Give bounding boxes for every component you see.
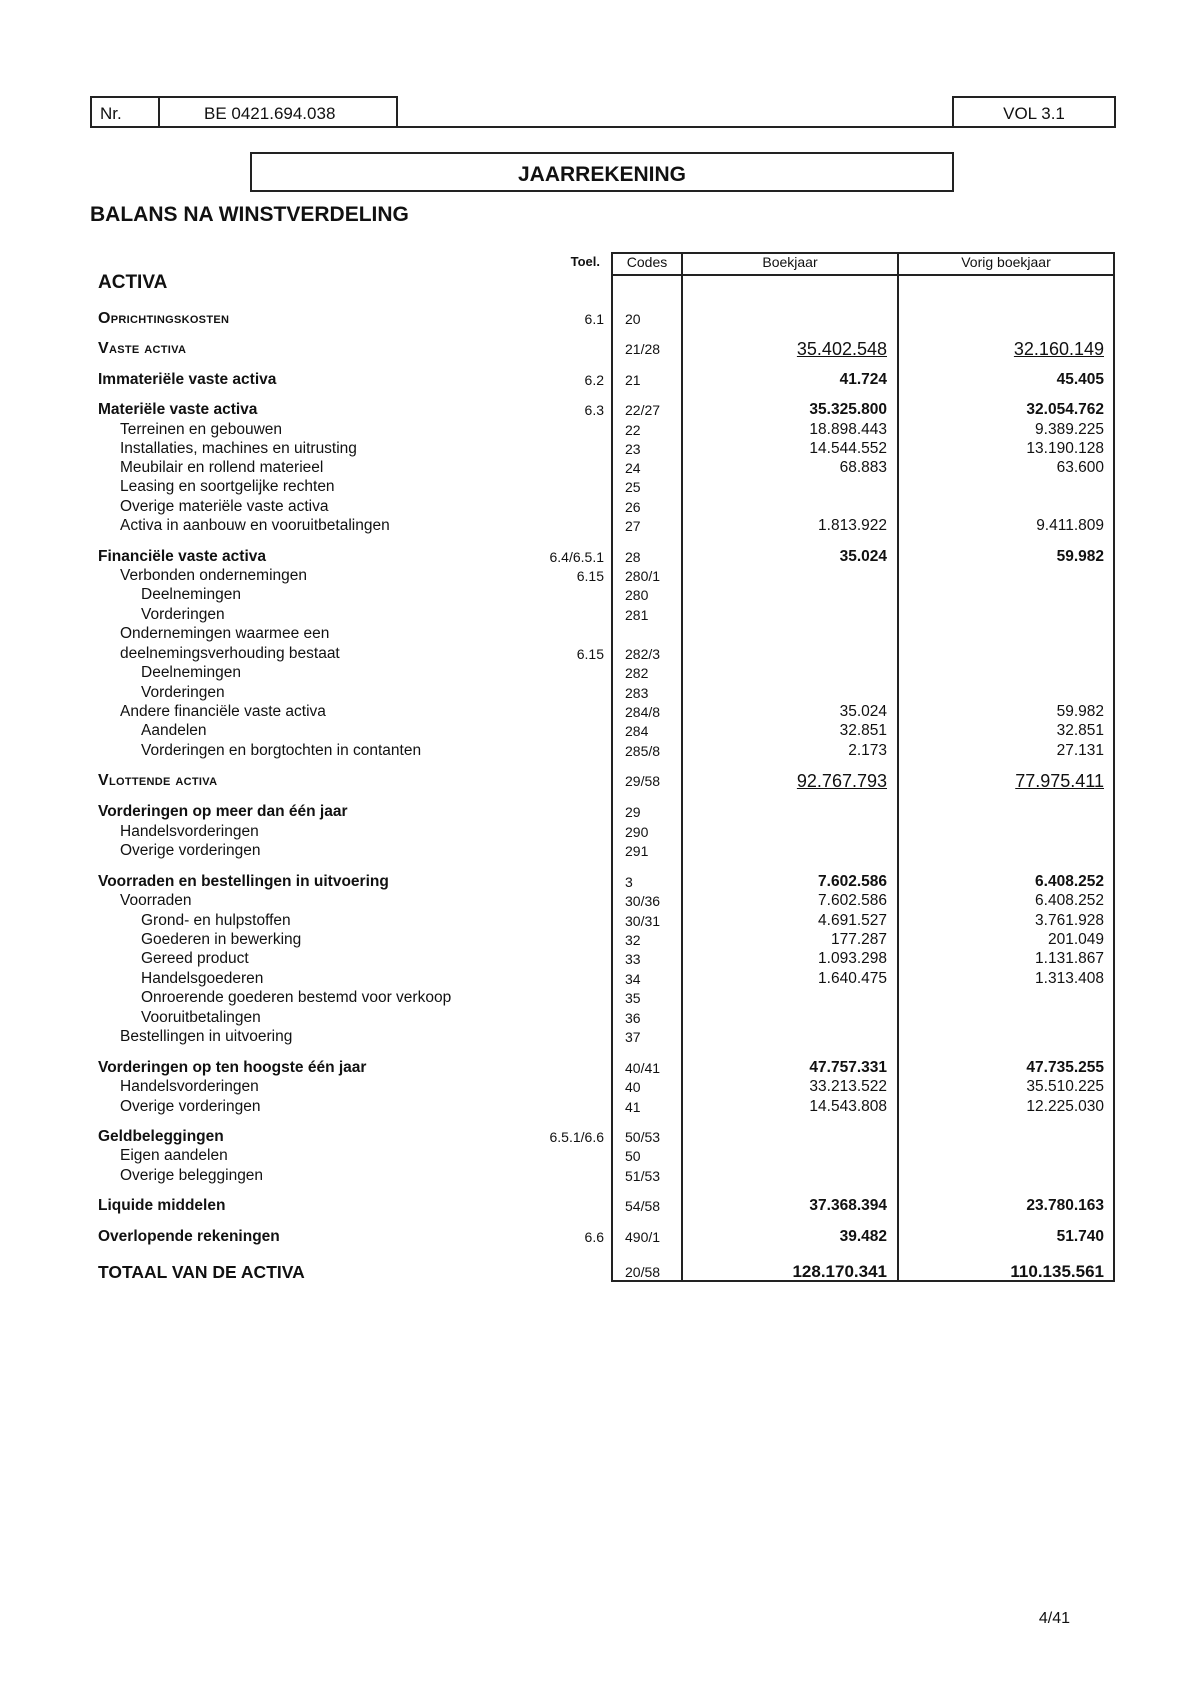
row-label: Grond- en hulpstoffen bbox=[141, 912, 291, 929]
header-toel: Toel. bbox=[570, 254, 600, 269]
row-label: Meubilair en rollend materieel bbox=[120, 459, 324, 476]
row-label: Voorraden bbox=[120, 892, 192, 909]
row-label: Overige materiële vaste activa bbox=[120, 498, 329, 515]
row-boekjaar-value: 37.368.394 bbox=[809, 1197, 887, 1214]
row-toelichting: 6.6 bbox=[584, 1229, 604, 1245]
row-code: 40 bbox=[625, 1079, 641, 1095]
table-row bbox=[0, 969, 1200, 989]
row-vorig-boekjaar-value: 59.982 bbox=[1056, 703, 1104, 720]
table-row bbox=[0, 1127, 1200, 1147]
row-label: Overige vorderingen bbox=[120, 1098, 261, 1115]
table-row bbox=[0, 822, 1200, 842]
row-boekjaar-value: 2.173 bbox=[848, 742, 887, 759]
row-code: 27 bbox=[625, 518, 641, 534]
row-toelichting: 6.15 bbox=[576, 646, 604, 662]
table-row bbox=[0, 1227, 1200, 1247]
row-code: 24 bbox=[625, 460, 641, 476]
row-boekjaar-value: 1.640.475 bbox=[818, 970, 887, 987]
row-toelichting: 6.3 bbox=[584, 402, 604, 418]
table-row bbox=[0, 1262, 1200, 1282]
table-row bbox=[0, 1027, 1200, 1047]
row-boekjaar-value: 7.602.586 bbox=[818, 892, 887, 909]
row-code: 284 bbox=[625, 723, 649, 739]
row-boekjaar-value: 4.691.527 bbox=[818, 912, 887, 929]
table-row bbox=[0, 497, 1200, 517]
row-boekjaar-value: 14.543.808 bbox=[809, 1098, 887, 1115]
row-label: Vorderingen bbox=[141, 606, 225, 623]
row-code: 37 bbox=[625, 1029, 641, 1045]
row-code: 28 bbox=[625, 549, 641, 565]
header-vorig-boekjaar: Vorig boekjaar bbox=[961, 254, 1051, 270]
row-code: 281 bbox=[625, 607, 649, 623]
row-code: 33 bbox=[625, 951, 641, 967]
row-boekjaar-value: 35.024 bbox=[839, 548, 887, 565]
row-label: Installaties, machines en uitrusting bbox=[120, 440, 357, 457]
table-row bbox=[0, 1166, 1200, 1186]
table-row bbox=[0, 605, 1200, 625]
row-label: Handelsvorderingen bbox=[120, 1078, 259, 1095]
table-row bbox=[0, 1097, 1200, 1117]
row-code: 20/58 bbox=[625, 1264, 661, 1280]
table-row bbox=[0, 911, 1200, 931]
box-divider bbox=[158, 98, 160, 126]
table-row bbox=[0, 721, 1200, 741]
row-label: Terreinen en gebouwen bbox=[120, 421, 283, 438]
section-title-activa: ACTIVA bbox=[98, 272, 168, 293]
table-row bbox=[0, 339, 1200, 359]
row-boekjaar-value: 35.402.548 bbox=[796, 339, 887, 359]
table-row bbox=[0, 370, 1200, 390]
row-label: Vooruitbetalingen bbox=[141, 1009, 261, 1026]
row-code: 29 bbox=[625, 804, 641, 820]
row-label: Onroerende goederen bestemd voor verkoop bbox=[141, 989, 452, 1006]
row-code: 282/3 bbox=[625, 646, 661, 662]
row-label: Overlopende rekeningen bbox=[98, 1228, 280, 1245]
row-vorig-boekjaar-value: 77.975.411 bbox=[1015, 771, 1104, 791]
nr-label: Nr. bbox=[100, 104, 122, 123]
row-code: 21/28 bbox=[625, 341, 661, 357]
table-row bbox=[0, 624, 1200, 644]
row-code: 20 bbox=[625, 311, 641, 327]
row-vorig-boekjaar-value: 35.510.225 bbox=[1026, 1078, 1104, 1095]
row-vorig-boekjaar-value: 47.735.255 bbox=[1026, 1059, 1104, 1076]
row-code: 51/53 bbox=[625, 1168, 661, 1184]
row-toelichting: 6.15 bbox=[576, 568, 604, 584]
row-code: 282 bbox=[625, 665, 649, 681]
table-row bbox=[0, 1146, 1200, 1166]
row-vorig-boekjaar-value: 32.160.149 bbox=[1013, 339, 1104, 359]
row-code: 280 bbox=[625, 587, 649, 603]
row-vorig-boekjaar-value: 1.313.408 bbox=[1035, 970, 1104, 987]
row-toelichting: 6.2 bbox=[584, 372, 604, 388]
row-boekjaar-value: 33.213.522 bbox=[809, 1078, 887, 1095]
row-toelichting: 6.4/6.5.1 bbox=[549, 549, 604, 565]
row-boekjaar-value: 68.883 bbox=[839, 459, 887, 476]
row-code: 32 bbox=[625, 932, 641, 948]
table-row bbox=[0, 400, 1200, 420]
row-code: 23 bbox=[625, 441, 641, 457]
row-label: TOTAAL VAN DE ACTIVA bbox=[98, 1262, 305, 1282]
row-vorig-boekjaar-value: 6.408.252 bbox=[1035, 892, 1104, 909]
row-code: 35 bbox=[625, 990, 641, 1006]
volume-label: VOL 3.1 bbox=[1003, 104, 1065, 123]
document-title: JAARREKENING bbox=[517, 163, 687, 186]
row-label: Overige beleggingen bbox=[120, 1167, 264, 1184]
table-row bbox=[0, 702, 1200, 722]
row-vorig-boekjaar-value: 45.405 bbox=[1056, 371, 1104, 388]
row-code: 36 bbox=[625, 1010, 641, 1026]
row-label: Oprichtingskosten bbox=[98, 310, 230, 327]
row-code: 54/58 bbox=[625, 1198, 661, 1214]
table-row bbox=[0, 930, 1200, 950]
table-row bbox=[0, 1196, 1200, 1216]
row-code: 41 bbox=[625, 1099, 641, 1115]
row-code: 40/41 bbox=[625, 1060, 661, 1076]
row-label: deelnemingsverhouding bestaat bbox=[120, 645, 340, 662]
table-row bbox=[0, 1058, 1200, 1078]
row-code: 290 bbox=[625, 824, 649, 840]
row-vorig-boekjaar-value: 9.389.225 bbox=[1035, 421, 1104, 438]
row-vorig-boekjaar-value: 1.131.867 bbox=[1035, 950, 1104, 967]
row-code: 26 bbox=[625, 499, 641, 515]
row-boekjaar-value: 41.724 bbox=[839, 371, 887, 388]
row-boekjaar-value: 177.287 bbox=[830, 931, 887, 948]
table-row bbox=[0, 872, 1200, 892]
row-label: Verbonden ondernemingen bbox=[120, 567, 308, 584]
row-label: Vorderingen bbox=[141, 684, 225, 701]
row-toelichting: 6.5.1/6.6 bbox=[549, 1129, 604, 1145]
row-toelichting: 6.1 bbox=[584, 311, 604, 327]
row-code: 34 bbox=[625, 971, 641, 987]
title-box bbox=[250, 152, 954, 192]
header-rule bbox=[398, 126, 954, 128]
table-row bbox=[0, 439, 1200, 459]
table-row bbox=[0, 1008, 1200, 1028]
row-boekjaar-value: 1.813.922 bbox=[818, 517, 887, 534]
row-label: Geldbeleggingen bbox=[98, 1128, 224, 1145]
row-vorig-boekjaar-value: 59.982 bbox=[1056, 548, 1104, 565]
balance-sheet-title: BALANS NA WINSTVERDELING bbox=[90, 203, 409, 226]
row-label: Deelnemingen bbox=[141, 664, 241, 681]
row-label: Eigen aandelen bbox=[120, 1147, 228, 1164]
row-boekjaar-value: 14.544.552 bbox=[809, 440, 887, 457]
row-label: Handelsvorderingen bbox=[120, 823, 259, 840]
row-vorig-boekjaar-value: 63.600 bbox=[1056, 459, 1104, 476]
row-label: Materiële vaste activa bbox=[98, 401, 258, 418]
table-row bbox=[0, 516, 1200, 536]
row-vorig-boekjaar-value: 32.851 bbox=[1056, 722, 1104, 739]
header-codes: Codes bbox=[626, 254, 668, 270]
row-code: 285/8 bbox=[625, 743, 661, 759]
row-boekjaar-value: 7.602.586 bbox=[818, 873, 887, 890]
row-code: 490/1 bbox=[625, 1229, 661, 1245]
table-row bbox=[0, 420, 1200, 440]
row-code: 29/58 bbox=[625, 773, 661, 789]
header-boekjaar: Boekjaar bbox=[762, 254, 818, 270]
volume-box bbox=[952, 96, 1116, 128]
row-code: 50 bbox=[625, 1148, 641, 1164]
table-row bbox=[0, 841, 1200, 861]
row-code: 25 bbox=[625, 479, 641, 495]
row-vorig-boekjaar-value: 27.131 bbox=[1056, 742, 1104, 759]
row-vorig-boekjaar-value: 9.411.809 bbox=[1036, 517, 1104, 534]
row-label: Vorderingen op ten hoogste één jaar bbox=[98, 1059, 367, 1076]
table-row bbox=[0, 644, 1200, 664]
row-label: Ondernemingen waarmee een bbox=[120, 625, 330, 642]
row-vorig-boekjaar-value: 32.054.762 bbox=[1026, 401, 1104, 418]
enterprise-number-box bbox=[90, 96, 398, 128]
table-row bbox=[0, 891, 1200, 911]
row-vorig-boekjaar-value: 23.780.163 bbox=[1026, 1197, 1104, 1214]
row-label: Aandelen bbox=[141, 722, 207, 739]
row-boekjaar-value: 18.898.443 bbox=[809, 421, 887, 438]
table-row bbox=[0, 547, 1200, 567]
enterprise-number: BE 0421.694.038 bbox=[204, 104, 336, 123]
table-row bbox=[0, 1077, 1200, 1097]
row-code: 284/8 bbox=[625, 704, 661, 720]
table-row bbox=[0, 458, 1200, 478]
row-boekjaar-value: 32.851 bbox=[839, 722, 887, 739]
row-code: 22/27 bbox=[625, 402, 661, 418]
row-code: 50/53 bbox=[625, 1129, 661, 1145]
row-label: Vaste activa bbox=[98, 340, 187, 357]
table-row bbox=[0, 585, 1200, 605]
row-label: Activa in aanbouw en vooruitbetalingen bbox=[120, 517, 390, 534]
table-row bbox=[0, 988, 1200, 1008]
row-vorig-boekjaar-value: 12.225.030 bbox=[1026, 1098, 1104, 1115]
row-label: Financiële vaste activa bbox=[98, 548, 267, 565]
row-boekjaar-value: 35.024 bbox=[839, 703, 887, 720]
row-code: 280/1 bbox=[625, 568, 661, 584]
row-vorig-boekjaar-value: 51.740 bbox=[1056, 1228, 1104, 1245]
row-boekjaar-value: 1.093.298 bbox=[818, 950, 887, 967]
row-label: Vorderingen en borgtochten in contanten bbox=[141, 742, 422, 759]
row-boekjaar-value: 39.482 bbox=[839, 1228, 887, 1245]
table-row bbox=[0, 802, 1200, 822]
table-row bbox=[0, 566, 1200, 586]
row-label: Vorderingen op meer dan één jaar bbox=[98, 803, 348, 820]
row-label: Vlottende activa bbox=[98, 772, 218, 789]
row-label: Gereed product bbox=[141, 950, 249, 967]
row-vorig-boekjaar-value: 201.049 bbox=[1047, 931, 1104, 948]
table-row bbox=[0, 309, 1200, 329]
row-code: 3 bbox=[625, 874, 633, 890]
row-label: Leasing en soortgelijke rechten bbox=[120, 478, 335, 495]
table-row bbox=[0, 741, 1200, 761]
table-row bbox=[0, 477, 1200, 497]
row-label: Goederen in bewerking bbox=[141, 931, 302, 948]
row-code: 22 bbox=[625, 422, 641, 438]
row-label: Immateriële vaste activa bbox=[98, 371, 277, 388]
row-boekjaar-value: 47.757.331 bbox=[809, 1059, 887, 1076]
row-code: 30/36 bbox=[625, 893, 661, 909]
row-code: 30/31 bbox=[625, 913, 661, 929]
table-row bbox=[0, 663, 1200, 683]
row-code: 21 bbox=[625, 372, 641, 388]
row-label: Handelsgoederen bbox=[141, 970, 264, 987]
row-code: 291 bbox=[625, 843, 649, 859]
row-boekjaar-value: 92.767.793 bbox=[796, 771, 887, 791]
table-row bbox=[0, 771, 1200, 791]
row-label: Voorraden en bestellingen in uitvoering bbox=[98, 873, 389, 890]
row-vorig-boekjaar-value: 3.761.928 bbox=[1035, 912, 1104, 929]
row-boekjaar-value: 128.170.341 bbox=[792, 1262, 887, 1281]
table-row bbox=[0, 683, 1200, 703]
row-boekjaar-value: 35.325.800 bbox=[809, 401, 887, 418]
row-label: Andere financiële vaste activa bbox=[120, 703, 326, 720]
row-vorig-boekjaar-value: 6.408.252 bbox=[1035, 873, 1104, 890]
row-label: Deelnemingen bbox=[141, 586, 241, 603]
row-label: Overige vorderingen bbox=[120, 842, 261, 859]
row-label: Liquide middelen bbox=[98, 1197, 226, 1214]
row-label: Bestellingen in uitvoering bbox=[120, 1028, 293, 1045]
table-row bbox=[0, 949, 1200, 969]
row-vorig-boekjaar-value: 110.135.561 bbox=[1010, 1262, 1104, 1281]
row-vorig-boekjaar-value: 13.190.128 bbox=[1026, 440, 1104, 457]
row-code: 283 bbox=[625, 685, 649, 701]
page-number: 4/41 bbox=[1038, 1610, 1070, 1627]
